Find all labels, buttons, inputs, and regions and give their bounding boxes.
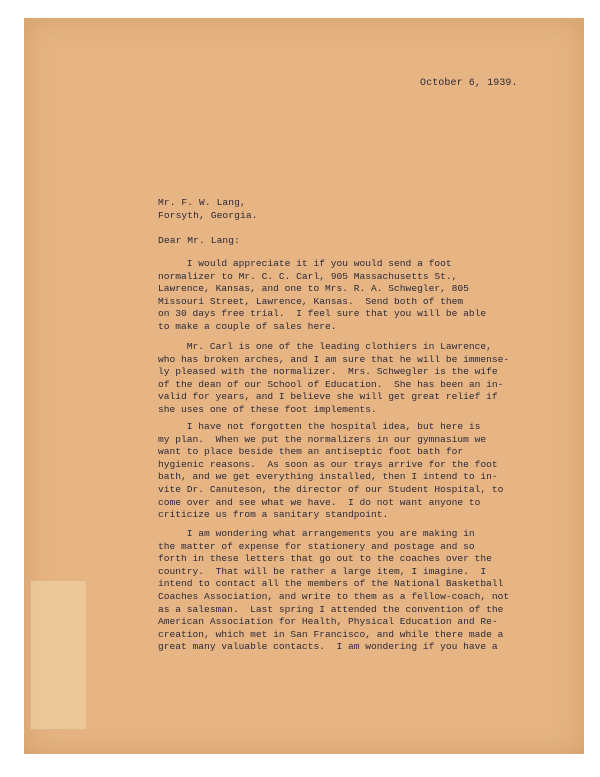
paragraph-1 xyxy=(158,258,486,334)
text-line: she uses one of these foot implements. xyxy=(158,403,377,415)
text-line: bath, and we get everything installed, then I intend to in- xyxy=(158,471,498,483)
text-line: come over and see what we have. I do not want anyone to xyxy=(158,496,481,508)
text-line: on 30 days free trial. I feel sure that you will be able xyxy=(158,308,487,320)
text-line: as a salesman. Last spring I attended the convention of the xyxy=(158,603,504,615)
text-line: hygienic reasons. As soon as our trays arrive for the foot xyxy=(158,458,498,470)
text-line: Lawrence, Kansas, and one to Mrs. R. A. Schwegler, 805 xyxy=(158,283,469,295)
text-line: intend to contact all the members of the National Basketball xyxy=(158,578,504,590)
text-line: valid for years, and I believe she will get great relief if xyxy=(158,391,498,403)
text-line: Mr. Carl is one of the leading clothiers in Lawrence, xyxy=(158,341,492,352)
text-line: great many valuable contacts. I am wondering if you have a xyxy=(158,641,498,653)
text-line: to make a couple of sales here. xyxy=(158,320,337,332)
text-line: ly pleased with the normalizer. Mrs. Schwegler is the wife xyxy=(158,366,498,378)
text-line: who has broken arches, and I am sure that he will be immense- xyxy=(158,353,510,365)
salutation: Dear Mr. Lang: xyxy=(158,235,241,246)
recipient-location: Forsyth, Georgia. xyxy=(158,210,258,221)
text-line: I would appreciate it if you would send a foot xyxy=(158,258,452,269)
text-line: my plan. When we put the normalizers in our gymnasium we xyxy=(158,433,487,445)
letter-date: October 6, 1939. xyxy=(420,78,518,89)
text-line: of the dean of our School of Education. She has been an in- xyxy=(158,378,504,390)
recipient-name: Mr. F. W. Lang, xyxy=(158,197,246,208)
text-line: the matter of expense for stationery and postage and so xyxy=(158,540,475,552)
paragraph-4 xyxy=(158,528,509,654)
paragraph-2 xyxy=(158,341,509,417)
text-line: vite Dr. Canuteson, the director of our Student Hospital, to xyxy=(158,483,504,495)
tape-strip xyxy=(30,580,87,730)
text-line: I am wondering what arrangements you are making in xyxy=(158,528,475,539)
text-line: Missouri Street, Lawrence, Kansas. Send both of them xyxy=(158,295,464,307)
text-line: criticize us from a sanitary standpoint. xyxy=(158,509,389,521)
text-line: want to place beside them an antiseptic foot bath for xyxy=(158,446,464,458)
text-line: creation, which met in San Francisco, and while there made a xyxy=(158,628,504,640)
text-line: Coaches Association, and write to them as a fellow-coach, not xyxy=(158,590,510,602)
text-line: forth in these letters that go out to the coaches over the xyxy=(158,553,492,565)
text-line: American Association for Health, Physical Education and Re- xyxy=(158,616,498,628)
text-line: normalizer to Mr. C. C. Carl, 905 Massachusetts St., xyxy=(158,270,458,282)
paragraph-3 xyxy=(158,421,503,522)
text-line: I have not forgotten the hospital idea, but here is xyxy=(158,421,481,432)
text-line: country. That will be rather a large item, I imagine. I xyxy=(158,565,487,577)
